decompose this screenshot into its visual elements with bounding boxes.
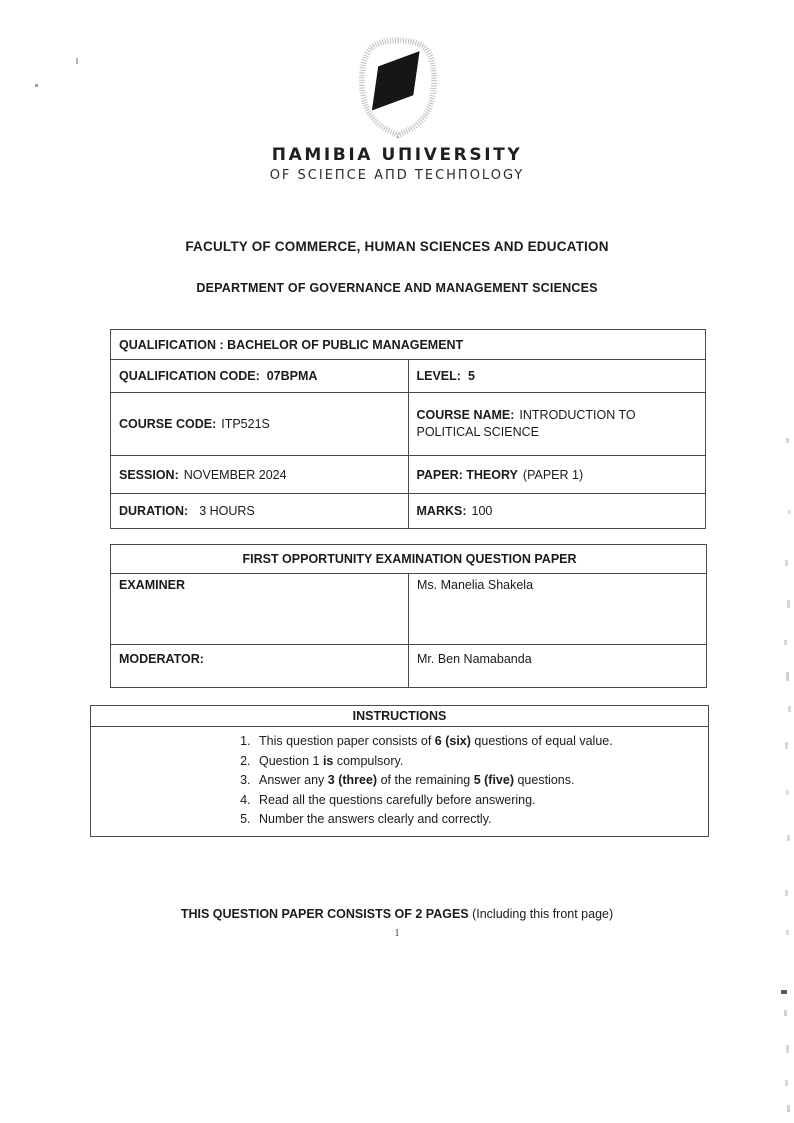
- emblem-flag-shape: [372, 51, 420, 110]
- examiner-value-cell: Ms. Manelia Shakela: [409, 574, 707, 645]
- scan-speck: [787, 1105, 790, 1112]
- nust-shield-emblem-icon: [353, 37, 443, 139]
- duration-cell: DURATION: 3 HOURS: [111, 494, 409, 529]
- scan-speck: [76, 58, 78, 64]
- page-number: 1: [394, 928, 400, 939]
- course-name-cell: COURSE NAME: INTRODUCTION TO POLITICAL SCIENCE: [408, 393, 706, 456]
- table-row: [111, 360, 706, 393]
- page-count-bold: THIS QUESTION PAPER CONSISTS OF 2 PAGES: [180, 907, 469, 921]
- marks-cell: MARKS: 100: [408, 494, 706, 529]
- table-row: [111, 545, 707, 574]
- university-name: ПAMIBIA UПIVERSITY: [271, 145, 523, 165]
- instructions-box: [90, 705, 709, 837]
- course-info-table: [110, 329, 706, 529]
- page-count-regular: (Including this front page): [468, 907, 614, 921]
- scan-speck: [787, 835, 790, 841]
- scan-speck: [787, 600, 790, 608]
- exam-paper-table: [110, 544, 707, 688]
- table-row: [111, 393, 706, 456]
- exam-paper-title-cell: FIRST OPPORTUNITY EXAMINATION QUESTION PAPER: [111, 545, 707, 574]
- table-row: [111, 330, 706, 360]
- faculty-heading: FACULTY OF COMMERCE, HUMAN SCIENCES AND EDUCATION: [185, 239, 609, 254]
- scan-speck: [35, 84, 38, 87]
- table-row: [111, 574, 707, 645]
- instruction-item: 1. This question paper consists of 6 (six) questions of equal value.: [254, 732, 702, 752]
- scan-speck: [785, 1080, 788, 1086]
- qualification-cell: QUALIFICATION : BACHELOR OF PUBLIC MANAGEMENT: [111, 330, 706, 360]
- page-count-statement: [0, 907, 794, 921]
- instructions-list: [91, 732, 702, 830]
- scan-speck: [785, 560, 788, 566]
- paper-cell: PAPER: THEORY (PAPER 1): [408, 456, 706, 494]
- scan-speck: [781, 990, 787, 994]
- examiner-label-cell: EXAMINER: [111, 574, 409, 645]
- moderator-value-cell: Mr. Ben Namabanda: [409, 645, 707, 688]
- qualification-code-cell: QUALIFICATION CODE: 07BPMA: [111, 360, 409, 393]
- scan-speck: [784, 1010, 787, 1016]
- instruction-item: 3. Answer any 3 (three) of the remaining 5 (five) questions.: [254, 771, 702, 791]
- university-tagline: OF SCIEПCE AПD TECHПOLOGY: [269, 168, 525, 183]
- instruction-item: 4. Read all the questions carefully before answering.: [254, 791, 702, 811]
- table-row: [111, 645, 707, 688]
- table-row: [111, 456, 706, 494]
- level-cell: LEVEL: 5: [408, 360, 706, 393]
- scan-speck: [788, 510, 791, 514]
- course-code-cell: COURSE CODE: ITP521S: [111, 393, 409, 456]
- scan-speck: [786, 790, 789, 795]
- scan-speck: [786, 672, 789, 681]
- instruction-item: 5. Number the answers clearly and correctly.: [254, 810, 702, 830]
- scan-speck: [788, 706, 791, 712]
- scan-speck: [786, 1045, 789, 1053]
- scan-speck: [785, 890, 788, 896]
- session-cell: SESSION: NOVEMBER 2024: [111, 456, 409, 494]
- table-row: [111, 494, 706, 529]
- scan-speck: [785, 742, 788, 749]
- department-heading: DEPARTMENT OF GOVERNANCE AND MANAGEMENT SCIENCES: [196, 281, 598, 295]
- instructions-title: INSTRUCTIONS: [91, 706, 708, 727]
- instruction-item: 2. Question 1 is compulsory.: [254, 752, 702, 772]
- moderator-label-cell: MODERATOR:: [111, 645, 409, 688]
- scan-speck: [786, 438, 789, 443]
- scan-speck: [786, 930, 789, 935]
- scan-speck: [784, 640, 787, 645]
